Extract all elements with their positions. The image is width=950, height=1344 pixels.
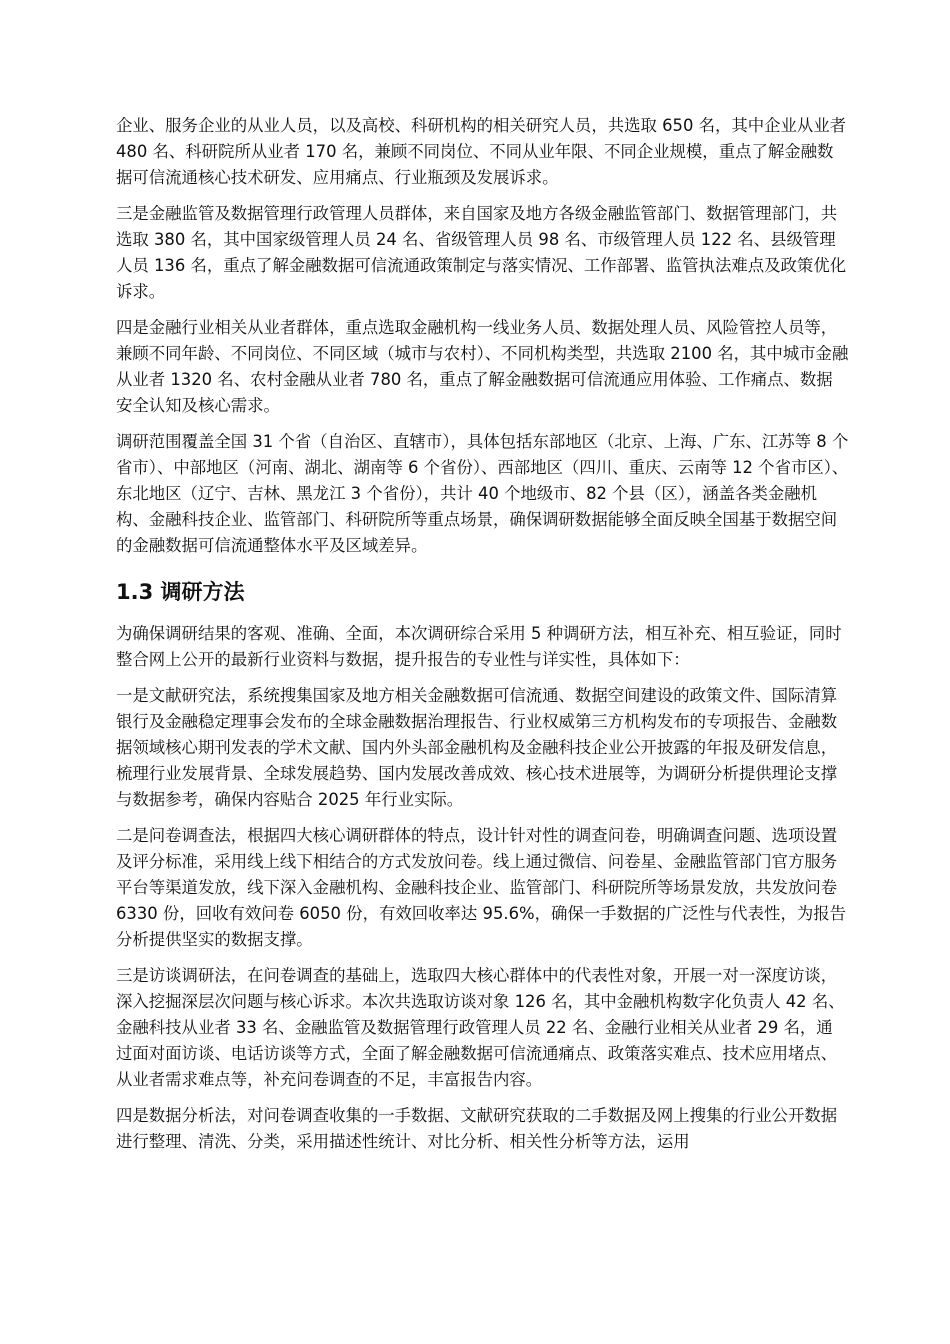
paragraph-data-analysis-method: 四是数据分析法，对问卷调查收集的一手数据、文献研究获取的二手数据及网上搜集的行业公开数据进行整理、清洗、分类，采用描述性统计、对比分析、相关性分析等方法，运用 [116, 1106, 838, 1151]
section-heading: 1.3 调研方法 [116, 580, 245, 604]
paragraph-practitioners: 四是金融行业相关从业者群体，重点选取金融机构一线业务人员、数据处理人员、风险管控人员等，兼顾不同年龄、不同岗位、不同区域（城市与农村）、不同机构类型，共选取 2100 名，其中城市金融从业者 1320 名、农村金融从业者 780 名，重点了解金融数据可信流通应用体验、工作痛点、数据安全认知及核心需求。 [116, 318, 849, 415]
paragraph-enterprise-researchers: 企业、服务企业的从业人员，以及高校、科研机构的相关研究人员，共选取 650 名，其中企业从业者 480 名、科研院所从业者 170 名，兼顾不同岗位、不同从业年限、不同企业规模，重点了解金融数据可信流通核心技术研发、应用痛点、行业瓶颈及发展诉求。 [116, 116, 847, 187]
paragraph-survey-scope: 调研范围覆盖全国 31 个省（自治区、直辖市），具体包括东部地区（北京、上海、广东、江苏等 8 个省市）、中部地区（河南、湖北、湖南等 6 个省份）、西部地区（四川、重庆、云南等 12 个省市区）、东北地区（辽宁、吉林、黑龙江 3 个省份），共计 40 个地级市、82 个县（区），涵盖各类金融机构、金融科技企业、监管部门、科研院所等重点场景，确保调研数据能够全面反映全国基于数据空间的金融数据可信流通整体水平及区域差异。 [116, 432, 849, 555]
document-body [116, 113, 849, 1165]
paragraph-questionnaire-method: 二是问卷调查法，根据四大核心调研群体的特点，设计针对性的调查问卷，明确调查问题、选项设置及评分标准，采用线上线下相结合的方式发放问卷。线上通过微信、问卷星、金融监管部门官方服务平台等渠道发放，线下深入金融机构、金融科技企业、监管部门、科研院所等场景发放，共发放问卷 6330 份，回收有效问卷 6050 份，有效回收率达 95.6%，确保一手数据的广泛性与代表性，为报告分析提供坚实的数据支撑。 [116, 826, 847, 949]
paragraph-methods-intro: 为确保调研结果的客观、准确、全面，本次调研综合采用 5 种调研方法，相互补充、相互验证，同时整合网上公开的最新行业资料与数据，提升报告的专业性与详实性，具体如下： [116, 624, 842, 669]
paragraph-interview-method: 三是访谈调研法，在问卷调查的基础上，选取四大核心群体中的代表性对象，开展一对一深度访谈，深入挖掘深层次问题与核心诉求。本次共选取访谈对象 126 名，其中金融机构数字化负责人 42 名、金融科技从业者 33 名、金融监管及数据管理行政管理人员 22 名、金融行业相关从业者 29 名，通过面对面访谈、电话访谈等方式，全面了解金融数据可信流通痛点、政策落实难点、技术应用堵点、从业者需求难点等，补充问卷调查的不足，丰富报告内容。 [116, 966, 845, 1089]
paragraph-literature-method: 一是文献研究法，系统搜集国家及地方相关金融数据可信流通、数据空间建设的政策文件、国际清算银行及金融稳定理事会发布的全球金融数据治理报告、行业权威第三方机构发布的专项报告、金融数据领域核心期刊发表的学术文献、国内外头部金融机构及金融科技企业公开披露的年报及研发信息，梳理行业发展背景、全球发展趋势、国内发展改善成效、核心技术进展等，为调研分析提供理论支撑与数据参考，确保内容贴合 2025 年行业实际。 [116, 686, 838, 809]
paragraph-regulators: 三是金融监管及数据管理行政管理人员群体，来自国家及地方各级金融监管部门、数据管理部门，共选取 380 名，其中国家级管理人员 24 名、省级管理人员 98 名、市级管理人员 122 名、县级管理人员 136 名，重点了解金融数据可信流通政策制定与落实情况、工作部署、监管执法难点及政策优化诉求。 [116, 204, 847, 301]
